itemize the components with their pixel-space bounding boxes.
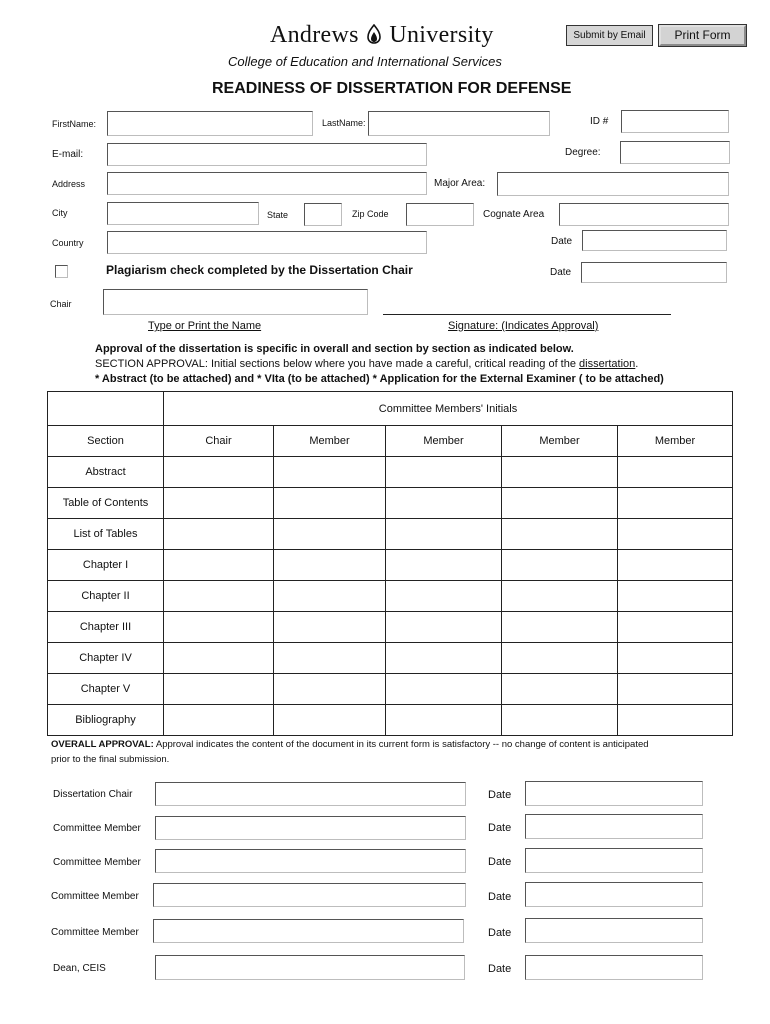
initials-cell[interactable] [502, 674, 618, 705]
row-label-bibliography: Bibliography [48, 705, 164, 736]
overall-approval-body: Approval indicates the content of the document in its current form is satisfactory -- no change of content is anticipated [153, 739, 649, 750]
state-input[interactable] [304, 203, 342, 226]
initials-cell[interactable] [274, 457, 386, 488]
table-row [48, 705, 733, 736]
signoff-role-committee-member: Committee Member [53, 823, 141, 834]
plagiarism-label: Plagiarism check completed by the Dissertation Chair [106, 263, 413, 277]
degree-input[interactable] [620, 141, 730, 164]
firstname-input[interactable] [107, 111, 313, 136]
row-label-chapter-5: Chapter V [48, 674, 164, 705]
initials-cell[interactable] [618, 612, 733, 643]
signoff-name-input[interactable] [155, 782, 466, 806]
column-header-section: Section [48, 426, 164, 457]
signoff-date-label: Date [488, 963, 512, 975]
initials-cell[interactable] [502, 488, 618, 519]
initials-cell[interactable] [164, 550, 274, 581]
column-header-member-4: Member [618, 426, 733, 457]
signoff-role-committee-member: Committee Member [53, 857, 141, 868]
logo-text-left: Andrews [270, 22, 359, 48]
initials-cell[interactable] [164, 488, 274, 519]
signoff-date-input[interactable] [525, 918, 703, 943]
row-label-chapter-1: Chapter I [48, 550, 164, 581]
zip-code-input[interactable] [406, 203, 474, 226]
date-label-1: Date [551, 236, 573, 247]
initials-cell[interactable] [502, 457, 618, 488]
id-label: ID # [590, 116, 609, 127]
initials-cell[interactable] [618, 488, 733, 519]
initials-cell[interactable] [274, 581, 386, 612]
section-approval-table [47, 391, 733, 736]
initials-cell[interactable] [502, 550, 618, 581]
approval-intro: Approval of the dissertation is specific in overall and section by section as indicated below. [95, 343, 574, 355]
row-label-chapter-2: Chapter II [48, 581, 164, 612]
table-row [48, 519, 733, 550]
major-area-input[interactable] [497, 172, 729, 196]
logo-text-right: University [389, 22, 494, 48]
initials-cell[interactable] [274, 488, 386, 519]
major-area-label: Major Area: [434, 178, 486, 189]
form-title: READINESS OF DISSERTATION FOR DEFENSE [212, 80, 572, 97]
signoff-name-input[interactable] [153, 919, 464, 943]
signoff-date-label: Date [488, 891, 512, 903]
initials-cell[interactable] [386, 550, 502, 581]
chair-name-input[interactable] [103, 289, 368, 315]
section-approval-lead: SECTION APPROVAL: Initial sections below where you have made a careful, critical reading of the [95, 358, 580, 370]
row-label-chapter-4: Chapter IV [48, 643, 164, 674]
signoff-date-input[interactable] [525, 848, 703, 873]
attachments-note: * Abstract (to be attached) and * VIta (to be attached) * Application for the External Examiner ( to be attached) [95, 373, 664, 385]
initials-cell[interactable] [502, 643, 618, 674]
signoff-role-committee-member: Committee Member [51, 927, 139, 938]
row-label-abstract: Abstract [48, 457, 164, 488]
signoff-date-input[interactable] [525, 955, 703, 980]
initials-cell[interactable] [386, 488, 502, 519]
email-label: E-mail: [52, 149, 84, 160]
type-name-caption: Type or Print the Name [148, 320, 262, 332]
initials-cell[interactable] [386, 581, 502, 612]
table-corner-cell [48, 392, 164, 426]
city-label: City [52, 208, 68, 218]
initials-cell[interactable] [274, 550, 386, 581]
initials-cell[interactable] [618, 457, 733, 488]
email-input[interactable] [107, 143, 427, 166]
college-name: College of Education and International Services [228, 54, 502, 69]
row-label-table-of-contents: Table of Contents [48, 488, 164, 519]
signoff-name-input[interactable] [155, 955, 465, 980]
initials-cell[interactable] [502, 519, 618, 550]
initials-cell[interactable] [274, 612, 386, 643]
initials-cell[interactable] [274, 519, 386, 550]
row-label-chapter-3: Chapter III [48, 612, 164, 643]
signoff-name-input[interactable] [155, 849, 466, 873]
table-row [48, 457, 733, 488]
address-label: Address [52, 179, 86, 189]
initials-cell[interactable] [164, 457, 274, 488]
initials-cell[interactable] [164, 519, 274, 550]
address-input[interactable] [107, 172, 427, 195]
signoff-date-label: Date [488, 927, 512, 939]
signoff-date-input[interactable] [525, 882, 703, 907]
lastname-label: LastName: [322, 118, 366, 128]
initials-cell[interactable] [618, 643, 733, 674]
state-label: State [267, 210, 289, 220]
lastname-input[interactable] [368, 111, 550, 136]
city-input[interactable] [107, 202, 259, 225]
flame-logo-icon [365, 24, 383, 44]
print-form-button[interactable]: Print Form [659, 25, 746, 46]
submit-by-email-button[interactable]: Submit by Email [566, 25, 653, 46]
id-input[interactable] [621, 110, 729, 133]
signoff-date-input[interactable] [525, 781, 703, 806]
section-approval-text [95, 358, 638, 370]
chair-label: Chair [50, 299, 72, 309]
initials-cell[interactable] [502, 705, 618, 736]
initials-cell[interactable] [386, 643, 502, 674]
overall-approval-body-2: prior to the final submission. [51, 754, 170, 765]
table-group-header-row [48, 392, 733, 426]
country-label: Country [52, 238, 84, 248]
signature-line [383, 314, 671, 315]
signoff-role-dissertation-chair: Dissertation Chair [53, 789, 133, 800]
table-row [48, 581, 733, 612]
firstname-label: FirstName: [52, 119, 97, 129]
column-header-member-3: Member [502, 426, 618, 457]
initials-cell[interactable] [274, 643, 386, 674]
zip-code-label: Zip Code [352, 209, 389, 219]
signoff-name-input[interactable] [153, 883, 466, 907]
initials-cell[interactable] [386, 457, 502, 488]
overall-approval-label: OVERALL APPROVAL: [51, 739, 154, 750]
country-input[interactable] [107, 231, 427, 254]
initials-cell[interactable] [386, 674, 502, 705]
initials-cell[interactable] [386, 519, 502, 550]
signoff-role-committee-member: Committee Member [51, 891, 139, 902]
signoff-date-input[interactable] [525, 814, 703, 839]
initials-cell[interactable] [502, 581, 618, 612]
initials-cell[interactable] [164, 674, 274, 705]
overall-approval-text [51, 739, 741, 750]
university-logo [270, 22, 494, 49]
initials-cell[interactable] [618, 519, 733, 550]
initials-cell[interactable] [618, 674, 733, 705]
table-row [48, 488, 733, 519]
initials-cell[interactable] [386, 705, 502, 736]
signoff-date-label: Date [488, 856, 512, 868]
column-header-member-2: Member [386, 426, 502, 457]
initials-cell[interactable] [164, 705, 274, 736]
degree-label: Degree: [565, 147, 601, 158]
signoff-name-input[interactable] [155, 816, 466, 840]
table-column-header-row [48, 426, 733, 457]
table-row [48, 674, 733, 705]
dissertation-link-text: dissertation [579, 358, 636, 370]
cognate-area-label: Cognate Area [483, 209, 545, 220]
initials-cell[interactable] [618, 581, 733, 612]
initials-cell[interactable] [274, 674, 386, 705]
signoff-date-label: Date [488, 822, 512, 834]
signoff-date-label: Date [488, 789, 512, 801]
date-input-1[interactable] [582, 230, 727, 251]
initials-cell[interactable] [164, 643, 274, 674]
initials-cell[interactable] [618, 705, 733, 736]
signoff-role-dean: Dean, CEIS [53, 963, 106, 974]
initials-cell[interactable] [274, 705, 386, 736]
table-row [48, 612, 733, 643]
initials-cell[interactable] [502, 612, 618, 643]
initials-cell[interactable] [618, 550, 733, 581]
table-row [48, 643, 733, 674]
cognate-area-input[interactable] [559, 203, 729, 226]
initials-cell[interactable] [164, 581, 274, 612]
row-label-list-of-tables: List of Tables [48, 519, 164, 550]
initials-cell[interactable] [386, 612, 502, 643]
table-row [48, 550, 733, 581]
plagiarism-checkbox[interactable] [55, 265, 68, 278]
committee-initials-header: Committee Members' Initials [164, 392, 733, 426]
date-label-2: Date [550, 267, 572, 278]
signature-caption: Signature: (Indicates Approval) [448, 320, 599, 332]
date-input-2[interactable] [581, 262, 727, 283]
section-approval-end: . [635, 358, 639, 370]
column-header-member-1: Member [274, 426, 386, 457]
initials-cell[interactable] [164, 612, 274, 643]
column-header-chair: Chair [164, 426, 274, 457]
